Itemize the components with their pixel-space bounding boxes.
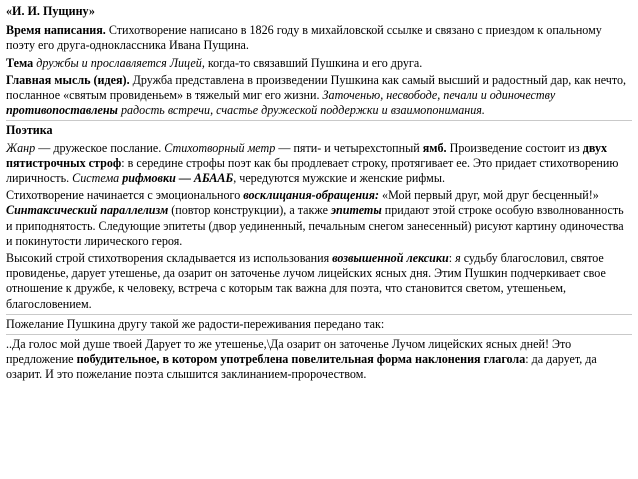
idea-label: Главная мысль (идея). xyxy=(6,72,130,87)
imperative-term: побудительное, в котором употреблена повелительная форма наклонения глагола xyxy=(76,352,526,367)
exclamation-term: восклицания-обращения: xyxy=(243,188,380,203)
rhyme-text: , чередуются мужские и женские рифмы. xyxy=(233,171,445,186)
history-text: Стихотворение написано в 1826 году в михайловской ссылке и связано с приездом к опальному поэту его друга-одноклассника Ивана Пущина. xyxy=(6,23,602,53)
poetics-text-1: Произведение состоит из xyxy=(446,140,583,155)
poetics-paragraph xyxy=(6,141,632,189)
lexicon-paragraph: Высокий строй стихотворения складывается из использования возвышенной лексики: я судьбу благословил, святое провиденье, дарует утешенье, да озарит он заточенье лучом лицейских ясных дня. Этим Пушкин подчеркивает свое отношение к дружбе, к человеку, встреча с которым так важна для поэта, что становится светом, утешеньем, благословением. xyxy=(6,251,606,311)
theme-text: когда-то связавший Пушкина и его друга. xyxy=(204,55,423,70)
section-divider xyxy=(6,334,632,335)
wish-paragraph: Пожелание Пушкина другу такой же радости-переживания передано так: xyxy=(6,316,385,331)
rhyme-label: Система xyxy=(72,171,123,186)
theme-paragraph xyxy=(6,56,632,73)
lexicon-term: возвышенной лексики xyxy=(332,251,449,266)
exclamation-paragraph: Стихотворение начинается с эмоционального восклицания-обращения: «Мой первый друг, мой друг бесценный!» Синтаксический параллелизм (повтор конструкции), а также эпитеты придают этой строке особую взволнованность и приподнятость. Следующие эпитеты (двор уединенный, печальным снегом занесенный) рисуют картину одиночества и покинутости лирического героя. xyxy=(6,188,624,248)
history-label: Время написания. xyxy=(6,23,106,38)
meter-label: Стихотворный метр xyxy=(164,140,276,155)
poetics-bold-1: двух пятистрочных строф xyxy=(6,140,608,170)
idea-italic-2: радость встречи, счастье дружеской поддержки и взаимопонимания. xyxy=(117,103,485,118)
idea-italic-1: Заточенью, несвободе, печали и одиночеству xyxy=(322,88,556,103)
poetics-text-2: : в середине строфы поэт как бы продлевает строку, протягивает ее. Это придает стихотворению лиричность. xyxy=(6,155,619,186)
idea-bold-italic: противопоставлены xyxy=(6,103,118,118)
quote-paragraph: ..Да голос мой душе твоей Дарует то же утешенье,\Да озарит он заточенье Лучом лицейских ясных дней! Это предложение побудительное, в котором употреблена повелительная форма наклонения глагола: да дарует, да озарит. И это пожелание поэта слышится заклинанием-пророчеством. xyxy=(6,337,597,382)
rhyme-bold: рифмовки — АБААБ xyxy=(122,171,234,186)
section-divider xyxy=(6,314,632,315)
theme-label: Тема xyxy=(6,55,34,70)
genre-label: Жанр xyxy=(6,140,36,155)
parallelism-term: Синтаксический параллелизм xyxy=(6,203,169,218)
idea-paragraph xyxy=(6,73,632,121)
idea-text: Дружба представлена в произведении Пушкина как самый высший и радостный дар, как нечто, посланное «святым провиденьем» в тяжелый миг его жизни. xyxy=(6,72,627,103)
history-paragraph xyxy=(6,23,632,55)
document-title: «И. И. Пущину» xyxy=(6,4,95,18)
theme-italic: дружбы и прославляется Лицей, xyxy=(33,55,205,70)
section-divider xyxy=(6,120,632,121)
meter-value: ямб. xyxy=(422,140,447,155)
poetics-heading: Поэтика xyxy=(6,123,53,138)
genre-text: — дружеское послание. xyxy=(35,140,165,155)
epithets-term: эпитеты xyxy=(331,203,382,218)
meter-text: — пяти- и четырехстопный xyxy=(275,140,423,155)
